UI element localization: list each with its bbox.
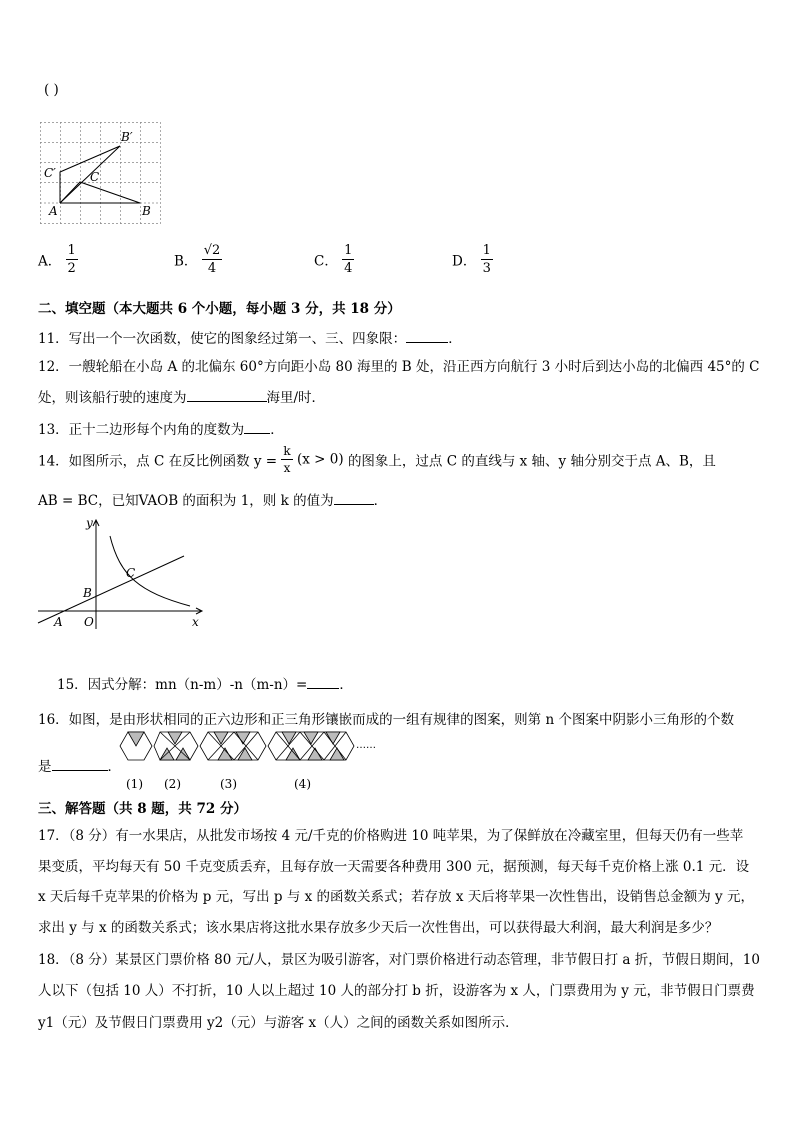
q13-answer-blank[interactable] <box>244 421 270 434</box>
q10-paren: ( ) <box>44 82 59 98</box>
q16-line2: 是 ． <box>38 759 121 775</box>
fig14-label-x: x <box>192 615 199 629</box>
q15-answer-blank[interactable] <box>307 676 339 689</box>
q10-grid-figure <box>40 122 165 226</box>
fig14-label-B: B <box>83 586 92 600</box>
fig14-label-y: y <box>86 516 93 530</box>
fig16-caption-1: (1) <box>126 777 143 791</box>
fig14-label-C: C <box>126 566 136 580</box>
fig-label-C: C <box>90 170 100 184</box>
q16-pattern-figure <box>118 726 380 796</box>
q13: 13．正十二边形每个内角的度数为 ． <box>38 422 284 438</box>
fig16-caption-2: (2) <box>164 777 181 791</box>
q17-line1: 17．（8 分）有一水果店，从批发市场按 4 元/千克的价格购进 10 吨苹果，为了保鲜放在冷藏室里，但每天仍有一些苹 <box>38 828 744 844</box>
fig-label-B: B <box>142 204 151 218</box>
section2-heading: 二、填空题（本大题共 6 个小题，每小题 3 分，共 18 分） <box>38 301 401 317</box>
fig14-label-A: A <box>54 615 63 629</box>
q16-line1: 16．如图，是由形状相同的正六边形和正三角形镶嵌而成的一组有规律的图案，则第 n 个图案中阴影小三角形的个数 <box>38 712 734 728</box>
q11-answer-blank[interactable] <box>406 330 448 343</box>
fig16-caption-3: (3) <box>220 777 237 791</box>
q14-answer-blank[interactable] <box>334 492 374 505</box>
q14-line1: 14．如图所示，点 C 在反比例函数 y = $\frac{k}{x}$ (x > 0) 的图象上，过点 C 的直线与 x 轴、y 轴分别交于点 A、B，且 <box>38 444 716 475</box>
q10-option-c[interactable]: C． $\frac{1}{4}$ <box>314 243 353 276</box>
q16-answer-blank[interactable] <box>52 758 108 771</box>
q10-option-a[interactable]: A． $\frac{1}{2}$ <box>38 243 76 276</box>
q12-line1: 12．一艘轮船在小岛 A 的北偏东 60°方向距小岛 80 海里的 B 处，沿正西方向航行 3 小时后到达小岛的北偏西 45°的 C <box>38 359 760 375</box>
fig-label-C-prime: C′ <box>44 166 56 180</box>
q17-line2: 果变质，平均每天有 50 千克变质丢弃，且每存放一天需要各种费用 300 元，据预测，每天每千克价格上涨 0.1 元．设 <box>38 859 750 875</box>
fig16-dots: …… <box>356 740 376 751</box>
q17-line4: 求出 y 与 x 的函数关系式；该水果店将这批水果存放多少天后一次性售出，可以获得最大利润，最大利润是多少？ <box>38 920 719 936</box>
q10-option-d[interactable]: D． $\frac{1}{3}$ <box>452 243 491 276</box>
q11: 11．写出一个一次函数，使它的图象经过第一、三、四象限： ． <box>38 331 462 347</box>
q15: 15．因式分解：mn（n-m）-n（m-n）= ． <box>57 677 353 693</box>
q14-figure <box>34 516 209 634</box>
fig-label-A: A <box>49 204 58 218</box>
q18-line3: y1（元）及节假日门票费用 y2（元）与游客 x（人）之间的函数关系如图所示． <box>38 1015 519 1031</box>
section3-heading: 三、解答题（共 8 题，共 72 分） <box>38 801 247 817</box>
fig16-caption-4: (4) <box>294 777 311 791</box>
fig14-label-O: O <box>84 615 94 629</box>
q14-line2: AB = BC，已知VAOB 的面积为 1，则 k 的值为 ． <box>38 493 388 509</box>
q18-line2: 人以下（包括 10 人）不打折，10 人以上超过 10 人的部分打 b 折，设游客为 x 人，门票费用为 y 元，非节假日门票费 <box>38 983 755 999</box>
q10-option-b[interactable]: B． $\frac{√2}{4}$ <box>174 243 221 276</box>
q12-line2: 处，则该船行驶的速度为 海里/时． <box>38 390 326 406</box>
fig-label-B-prime: B′ <box>121 130 133 144</box>
q18-line1: 18．（8 分）某景区门票价格 80 元/人，景区为吸引游客，对门票价格进行动态管理，非节假日打 a 折，节假日期间，10 <box>38 952 760 968</box>
q17-line3: x 天后每千克苹果的价格为 p 元，写出 p 与 x 的函数关系式；若存放 x 天后将苹果一次性售出，设销售总金额为 y 元， <box>38 889 754 905</box>
q12-answer-blank[interactable] <box>187 389 267 402</box>
